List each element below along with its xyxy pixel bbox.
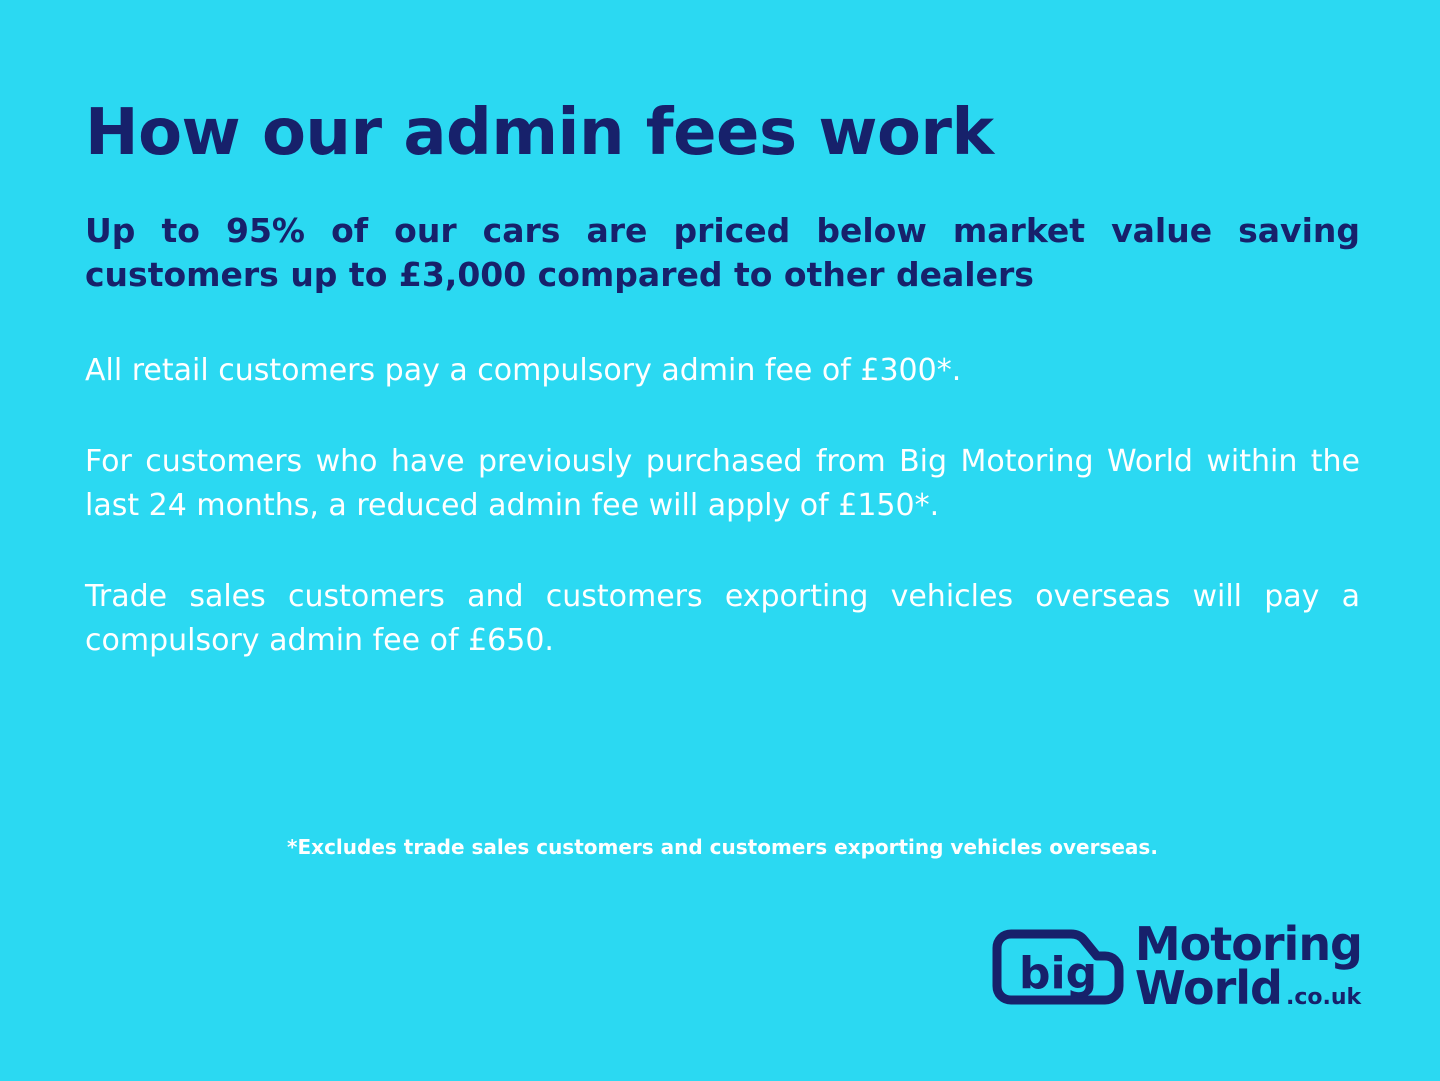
- subheading: Up to 95% of our cars are priced below market value saving customers up to £3,000 compared to other dealers: [85, 211, 1360, 295]
- logo-line-motoring: Motoring: [1134, 917, 1362, 972]
- page-title: How our admin fees work: [85, 96, 994, 170]
- footnote-disclaimer: *Excludes trade sales customers and customers exporting vehicles overseas.: [287, 835, 1158, 859]
- body-paragraph-2: For customers who have previously purchased from Big Motoring World within the last 24 months, a reduced admin fee will apply of £150*.: [85, 444, 1360, 523]
- logo-line-world: World: [1134, 960, 1282, 1015]
- logo-tld: .co.uk: [1285, 984, 1362, 1010]
- big-car-icon: [985, 914, 1125, 1019]
- svg-text:big: big: [1018, 948, 1097, 999]
- body-paragraph-1: All retail customers pay a compulsory admin fee of £300*.: [85, 352, 962, 388]
- brand-logo: [985, 914, 1362, 1019]
- logo-wordmark: [1134, 917, 1362, 1015]
- body-paragraph-3: Trade sales customers and customers exporting vehicles overseas will pay a compulsory admin fee of £650.: [85, 579, 1360, 658]
- logo-line-world-row: [1134, 960, 1362, 1015]
